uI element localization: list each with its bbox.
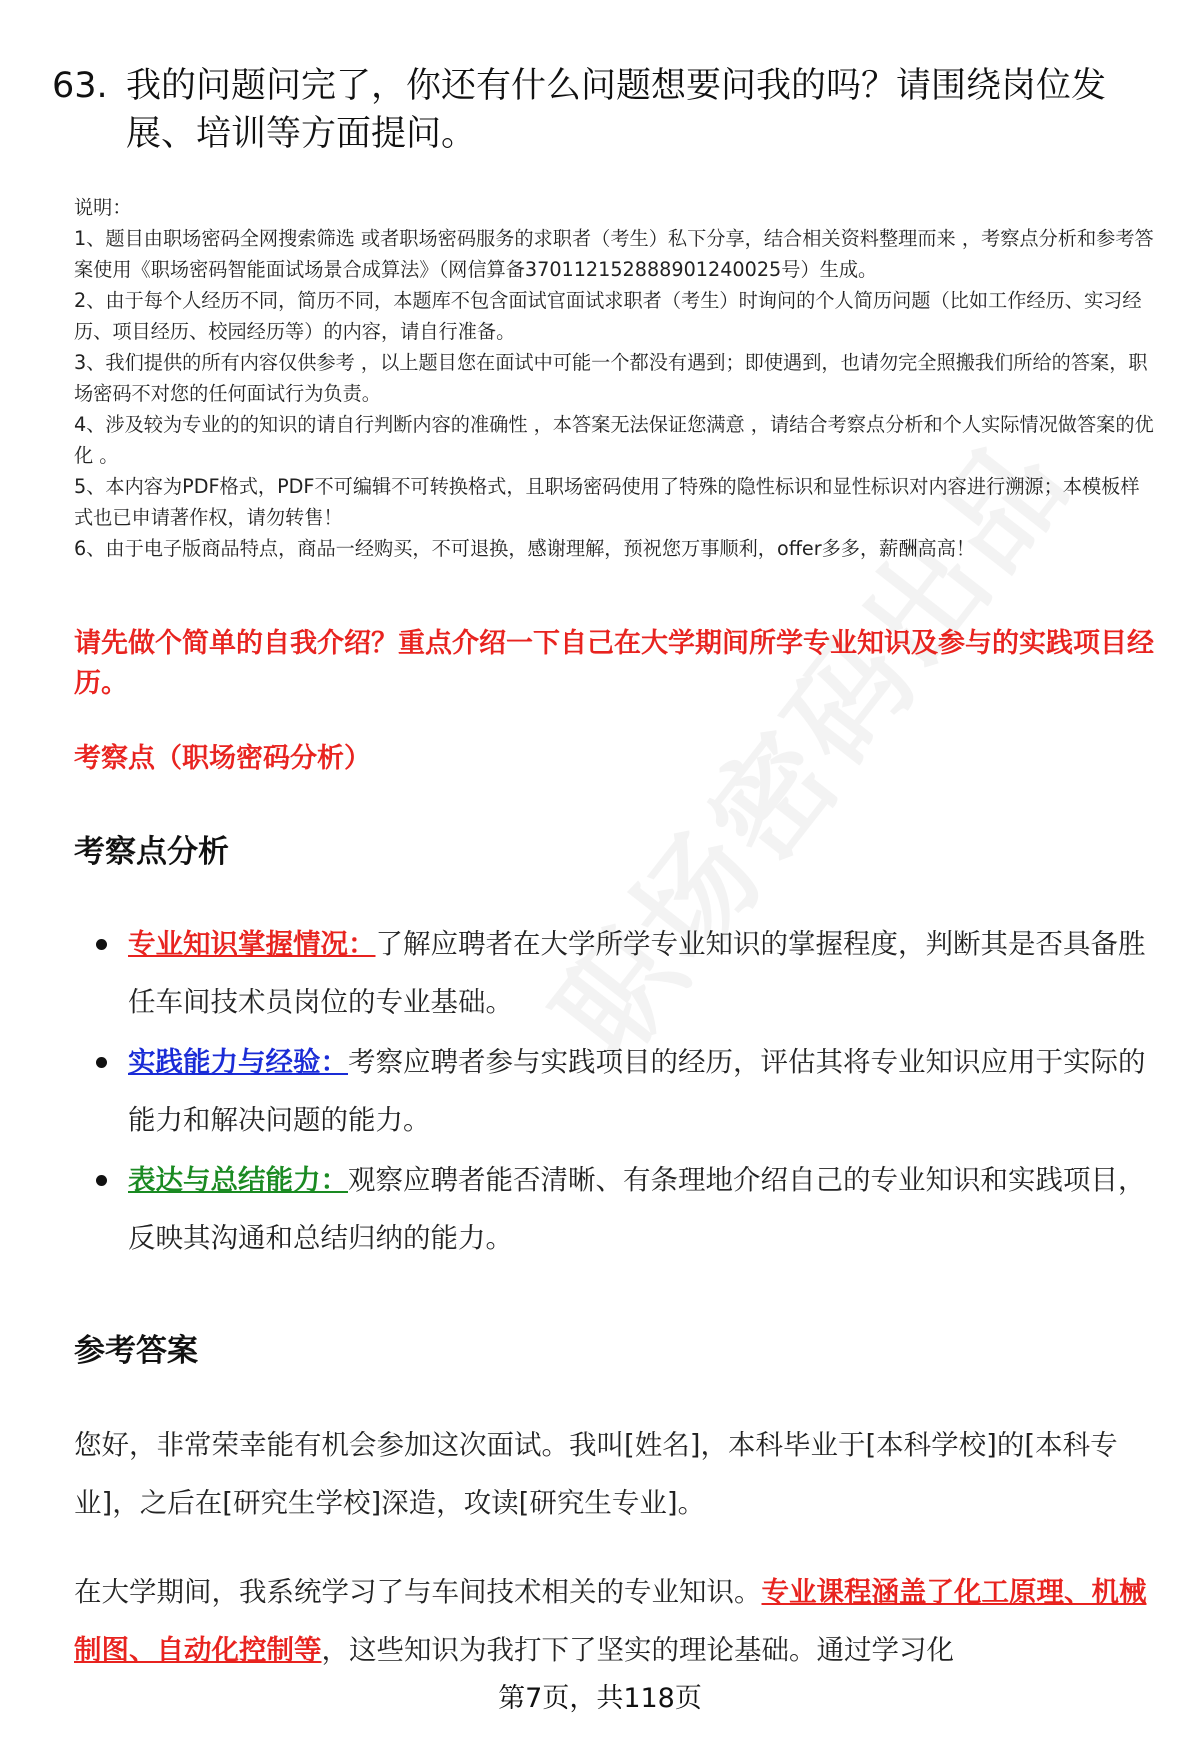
bullet-text: 了解应聘者在大学所学专业知识的掌握程度，判断其是否具备胜任车间技术员岗位的专业基础。: [128, 928, 1146, 1018]
list-item: [96, 1033, 1156, 1149]
analysis-label: 考察点（职场密码分析）: [74, 743, 371, 774]
bullet-label: 专业知识掌握情况：: [128, 928, 376, 960]
question-title: [52, 62, 1152, 158]
bullet-text: 考察应聘者参与实践项目的经历，评估其将专业知识应用于实际的能力和解决问题的能力。: [128, 1046, 1146, 1136]
page-footer: 第7页，共118页: [498, 1683, 702, 1714]
answer-paragraph-2: [74, 1563, 1154, 1679]
answer-text-end: ，这些知识为我打下了坚实的理论基础。通过学习化: [321, 1634, 954, 1666]
answer-text: [74, 1563, 1154, 1679]
interview-prompt: 请先做个简单的自我介绍？重点介绍一下自己在大学期间所学专业知识及参与的实践项目经历。: [74, 628, 1154, 699]
answer-text: 您好，非常荣幸能有机会参加这次面试。我叫[姓名]，本科毕业于[本科学校]的[本科专业]，之后在[研究生学校]深造，攻读[研究生专业]。: [74, 1429, 1118, 1519]
list-item: [96, 1151, 1156, 1267]
notes-heading: 说明：: [74, 196, 132, 219]
note-item: 3、我们提供的所有内容仅供参考 ，以上题目您在面试中可能一个都没有遇到；即使遇到，也请勿完全照搬我们所给的答案，职场密码不对您的任何面试行为负责。: [74, 351, 1148, 405]
question-text: 我的问题问完了，你还有什么问题想要问我的吗？请围绕岗位发展、培训等方面提问。: [126, 66, 1107, 154]
note-item: 2、由于每个人经历不同，简历不同，本题库不包含面试官面试求职者（考生）时询问的个人简历问题（比如工作经历、实习经历、项目经历、校园经历等）的内容，请自行准备。: [74, 289, 1142, 343]
answer-paragraph-1: [74, 1416, 1154, 1532]
bullet-label: 表达与总结能力：: [128, 1164, 348, 1196]
bullet-dot-icon: [96, 1175, 107, 1186]
list-item: [96, 915, 1156, 1031]
bullet-dot-icon: [96, 939, 107, 950]
bullet-dot-icon: [96, 1057, 107, 1068]
analysis-bullet-list: [96, 915, 1156, 1269]
disclaimer-notes: [74, 192, 1154, 564]
answer-text-start: 在大学期间，我系统学习了与车间技术相关的专业知识。: [74, 1576, 762, 1608]
analysis-heading: 考察点分析: [74, 834, 229, 870]
question-number: 63.: [52, 66, 108, 106]
bullet-text: 观察应聘者能否清晰、有条理地介绍自己的专业知识和实践项目，反映其沟通和总结归纳的能力。: [128, 1164, 1146, 1254]
note-item: 4、涉及较为专业的的知识的请自行判断内容的准确性 ，本答案无法保证您满意 ，请结合考察点分析和个人实际情况做答案的优化 。: [74, 413, 1154, 467]
answer-heading: 参考答案: [74, 1333, 198, 1369]
answer-highlight: 专业课程涵盖了化工原理、机械制图、自动化控制等: [74, 1576, 1147, 1666]
note-item: 1、题目由职场密码全网搜索筛选 或者职场密码服务的求职者（考生）私下分享，结合相关资料整理而来 ，考察点分析和参考答案使用《职场密码智能面试场景合成算法》（网信算备370112152888901240025号）生成。: [74, 227, 1154, 281]
note-item: 5、本内容为PDF格式，PDF不可编辑不可转换格式，且职场密码使用了特殊的隐性标识和显性标识对内容进行溯源；本模板样式也已申请著作权，请勿转售！: [74, 475, 1140, 529]
bullet-label: 实践能力与经验：: [128, 1046, 348, 1078]
note-item: 6、由于电子版商品特点，商品一经购买，不可退换，感谢理解，预祝您万事顺利，offer多多，薪酬高高！: [74, 537, 976, 560]
